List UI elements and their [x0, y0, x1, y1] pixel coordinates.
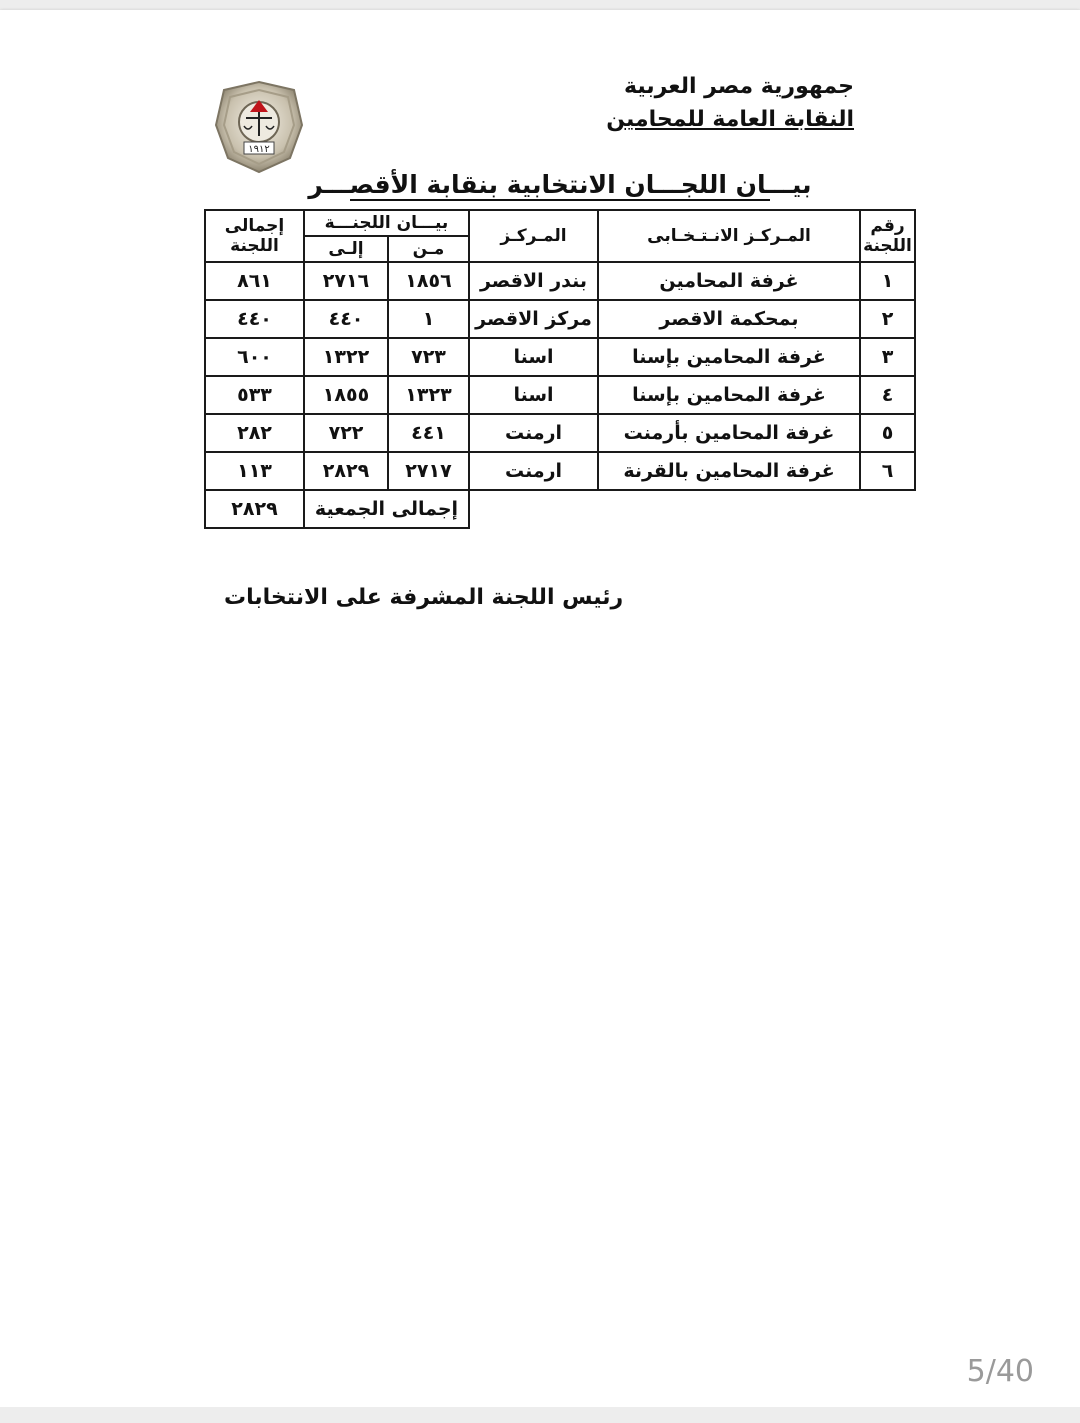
cell-district: ارمنت: [469, 414, 598, 452]
cell-center: غرفة المحامين بأرمنت: [598, 414, 860, 452]
table-row: [205, 452, 915, 490]
cell-number: ٤: [860, 376, 915, 414]
table-row: [205, 338, 915, 376]
table-row: [205, 414, 915, 452]
cell-center: غرفة المحامين بإسنا: [598, 376, 860, 414]
cell-from: ١: [388, 300, 469, 338]
letterhead-country: جمهورية مصر العربية: [624, 74, 854, 99]
cell-total: ١١٣: [205, 452, 304, 490]
cell-to: ١٣٢٢: [304, 338, 388, 376]
title-underline: [350, 199, 770, 201]
cell-district: اسنا: [469, 376, 598, 414]
header-district: المـركـز: [469, 210, 598, 262]
document-page: [0, 10, 1080, 1408]
cell-total: ٦٠٠: [205, 338, 304, 376]
cell-number: ١: [860, 262, 915, 300]
grand-total-value: ٢٨٢٩: [205, 490, 304, 528]
empty-cell: [469, 490, 915, 528]
header-range: بيـــان اللجنـــة: [304, 210, 469, 236]
cell-to: ٧٢٢: [304, 414, 388, 452]
header-number: رقم اللجنة: [860, 210, 915, 262]
letterhead-syndicate: النقابة العامة للمحامين: [606, 107, 854, 132]
cell-from: ٤٤١: [388, 414, 469, 452]
lawyers-syndicate-emblem-icon: [214, 80, 304, 174]
cell-from: ١٣٢٣: [388, 376, 469, 414]
cell-total: ٢٨٢: [205, 414, 304, 452]
cell-number: ٣: [860, 338, 915, 376]
cell-from: ٢٧١٧: [388, 452, 469, 490]
cell-center: بمحكمة الاقصر: [598, 300, 860, 338]
cell-to: ١٨٥٥: [304, 376, 388, 414]
table-row: [205, 262, 915, 300]
cell-number: ٢: [860, 300, 915, 338]
grand-total-label: إجمالى الجمعية: [304, 490, 469, 528]
header-from: مـن: [388, 236, 469, 262]
cell-district: اسنا: [469, 338, 598, 376]
table-row: [205, 376, 915, 414]
page-indicator: 5/40: [966, 1354, 1034, 1389]
cell-district: بندر الاقصر: [469, 262, 598, 300]
viewer-bottom-bar: [0, 1407, 1080, 1423]
header-to: إلـى: [304, 236, 388, 262]
cell-from: ٧٢٣: [388, 338, 469, 376]
cell-total: ٨٦١: [205, 262, 304, 300]
svg-text:١٩١٢: ١٩١٢: [248, 144, 270, 155]
table-row: [205, 300, 915, 338]
cell-from: ١٨٥٦: [388, 262, 469, 300]
signature-line: رئيس اللجنة المشرفة على الانتخابات: [224, 585, 624, 610]
cell-center: غرفة المحامين بالقرنة: [598, 452, 860, 490]
grand-total-row: [205, 490, 915, 528]
cell-to: ٢٨٢٩: [304, 452, 388, 490]
header-total: إجمالى اللجنة: [205, 210, 304, 262]
cell-district: ارمنت: [469, 452, 598, 490]
header-center: المـركـز الانـتـخـابى: [598, 210, 860, 262]
cell-center: غرفة المحامين: [598, 262, 860, 300]
letterhead: [606, 70, 854, 136]
cell-to: ٤٤٠: [304, 300, 388, 338]
committees-table: [204, 209, 916, 529]
cell-center: غرفة المحامين بإسنا: [598, 338, 860, 376]
document-title: بيـــان اللجـــان الانتخابية بنقابة الأقصـــر: [308, 170, 812, 199]
cell-total: ٤٤٠: [205, 300, 304, 338]
cell-total: ٥٣٣: [205, 376, 304, 414]
cell-number: ٦: [860, 452, 915, 490]
cell-district: مركز الاقصر: [469, 300, 598, 338]
cell-number: ٥: [860, 414, 915, 452]
cell-to: ٢٧١٦: [304, 262, 388, 300]
